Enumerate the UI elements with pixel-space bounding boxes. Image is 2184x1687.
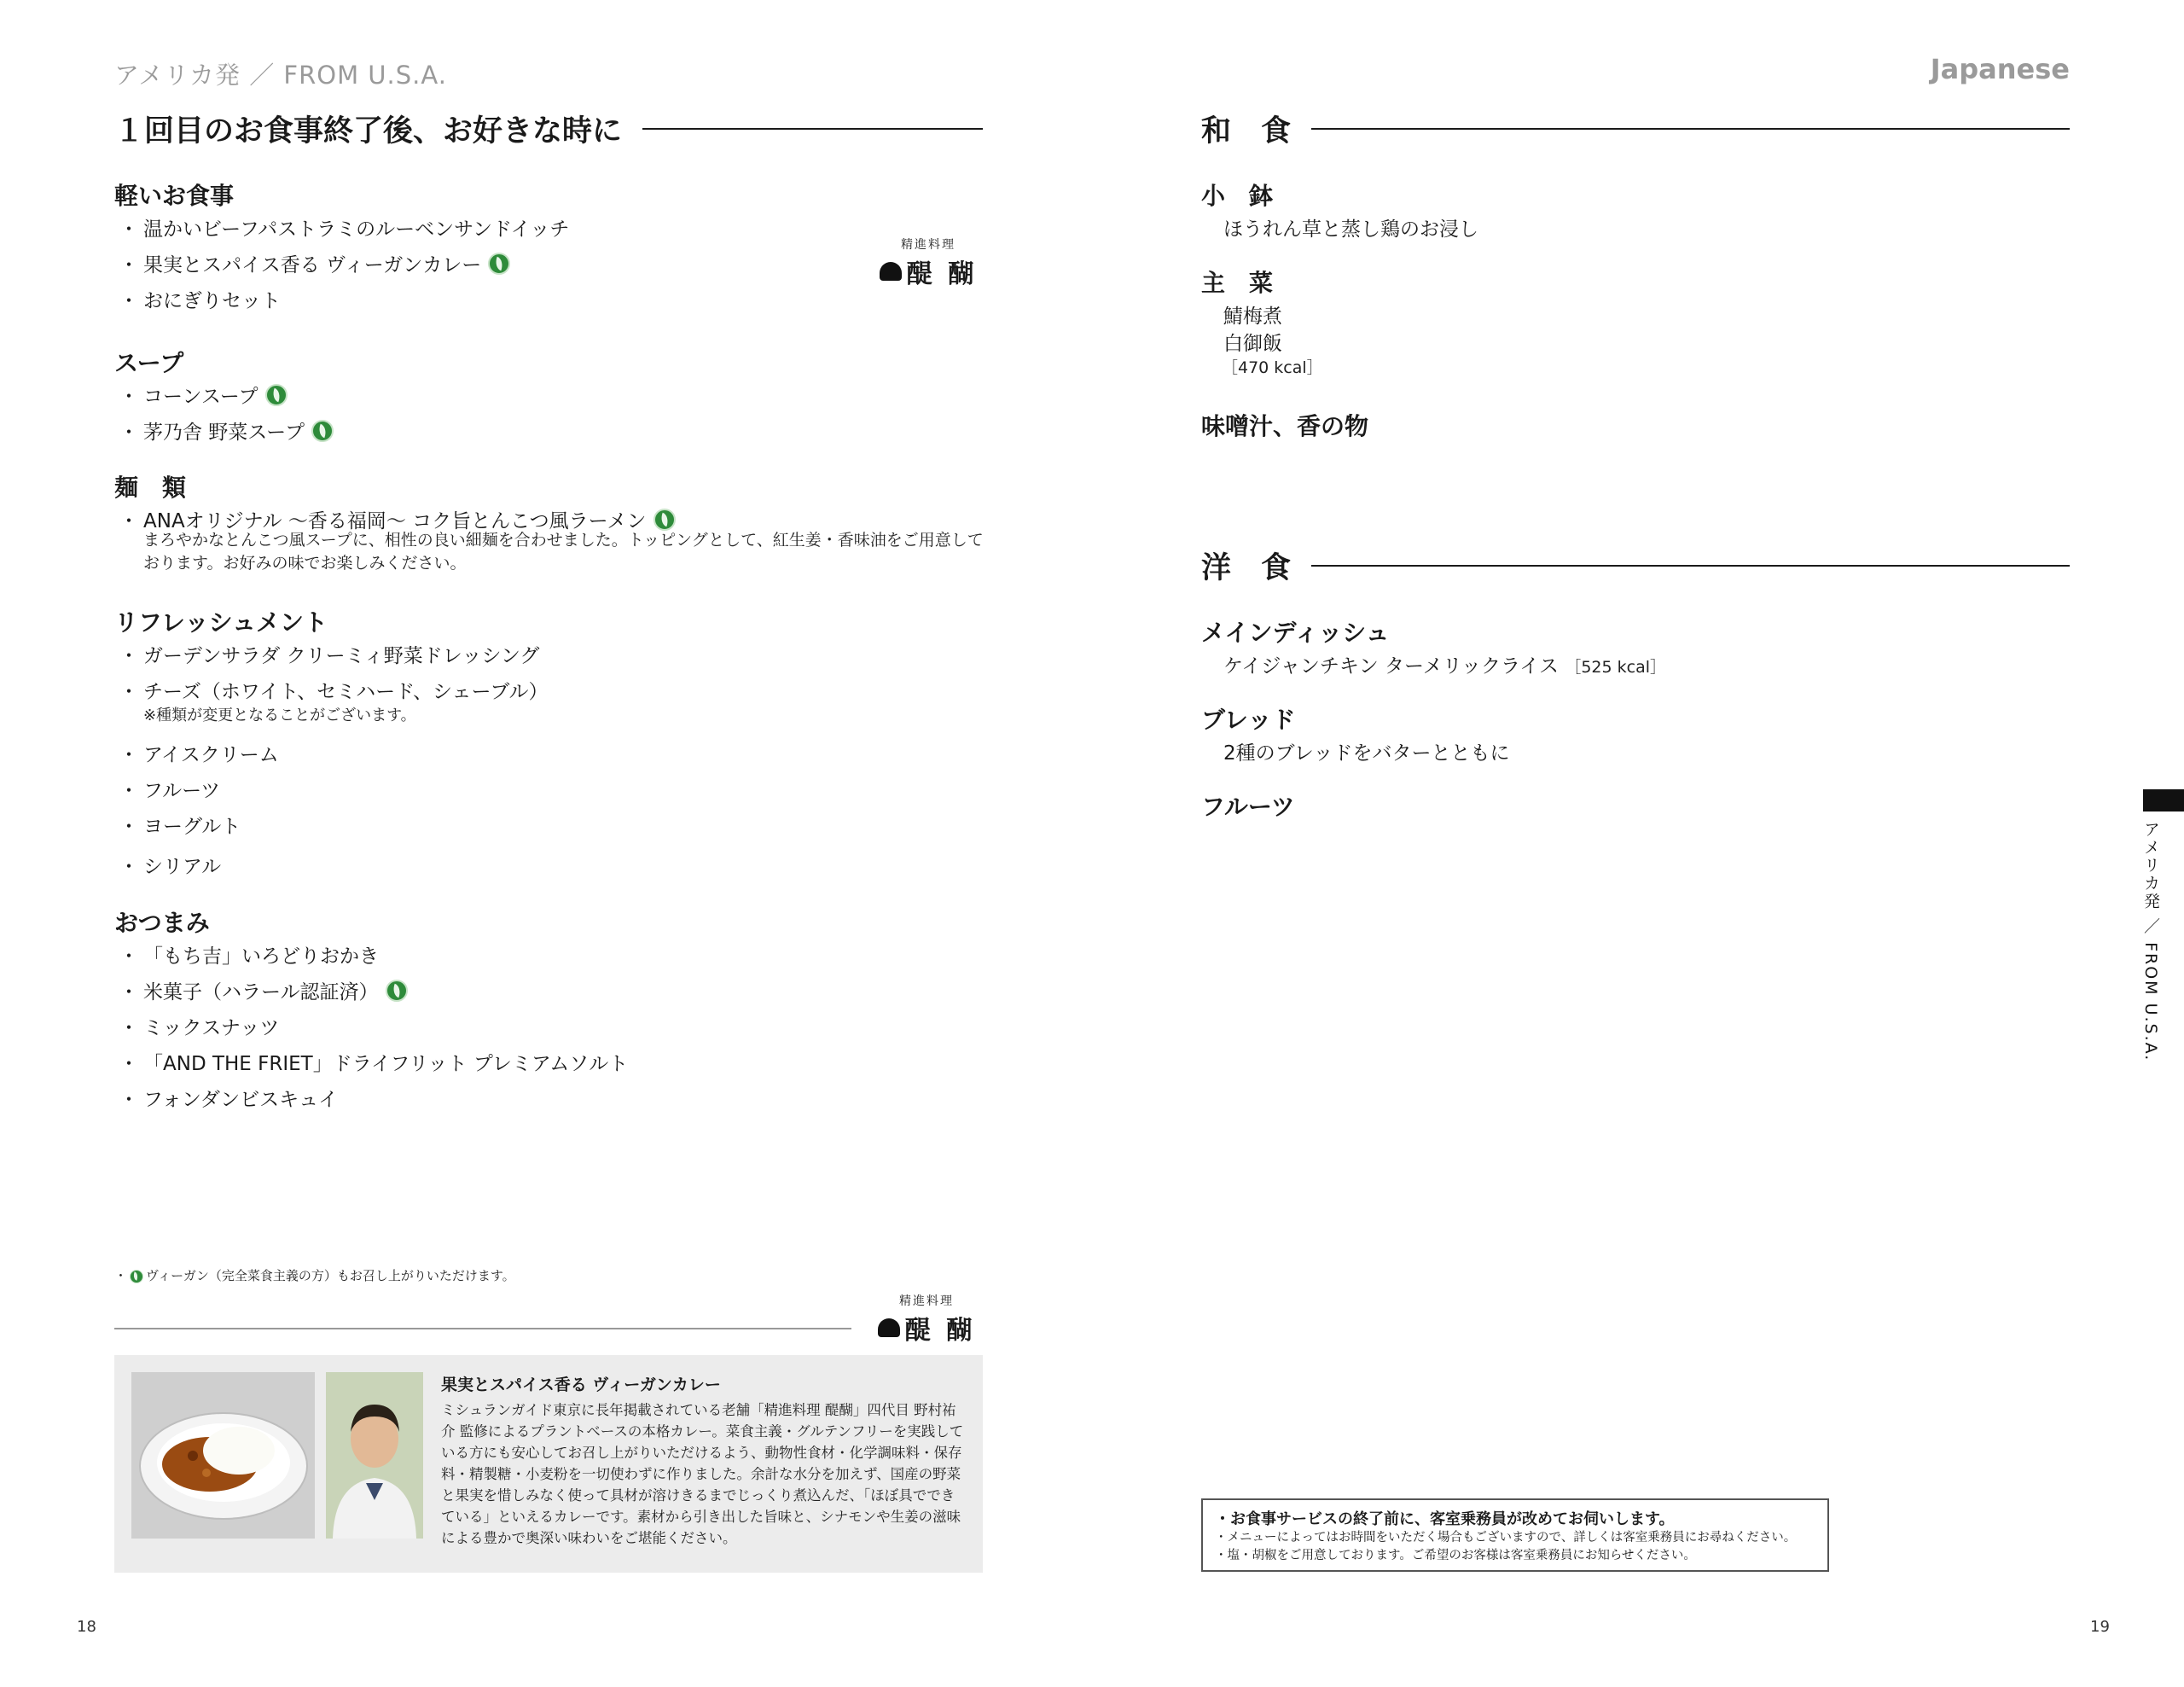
bullet: ・ [119,681,139,703]
list-item: ・ 「AND THE FRIET」ドライフリット プレミアムソルト [114,1048,628,1076]
category-bread: ブレッド [1201,706,1296,734]
feature-divider [114,1328,851,1329]
info-line: ・メニューによってはお時間をいただく場合もございますので、詳しくは客室乗務員にお尋ねください。 [1215,1531,1797,1544]
washoku-title [1201,108,2070,150]
vegan-note: ・ ヴィーガン（完全菜食主義の方）もお召し上がりいただけます。 [114,1268,515,1283]
bullet: ・ [119,1053,139,1075]
bullet: ・ [119,780,139,802]
section-title-text: １回目のお食事終了後、お好きな時に [114,113,623,148]
shusai-kcal: ［470 kcal］ [1222,358,1323,377]
kobachi-item: ほうれん草と蒸し鶏のお浸し [1223,218,1478,241]
page-number-left: 18 [77,1618,96,1636]
category-snacks: おつまみ [114,909,210,937]
vegan-leaf-icon [653,509,676,531]
section-title-text: 洋 食 [1201,550,1292,585]
after-first-meal-title [114,108,983,150]
main-dish-kcal: ［525 kcal］ [1565,658,1667,677]
bullet: ・ [119,254,139,276]
section-title-text: 和 食 [1201,113,1292,148]
daigo-logo: 精進料理 醍 醐 [867,1292,986,1347]
bullet: ・ [119,1089,139,1111]
bullet: ・ [119,422,139,444]
vegan-leaf-icon [311,420,334,442]
category-noodles: 麺 類 [114,474,187,502]
list-item: ・ 「もち吉」いろどりおかき [114,940,379,969]
shusai-item: 鯖梅煮 [1223,305,1282,328]
list-item: ・ ガーデンサラダ クリーミィ野菜ドレッシング [114,640,539,668]
category-miso-pickles: 味噌汁、香の物 [1201,412,1369,440]
ramen-description: まろやかなとんこつ風スープに、相性の良い細麺を合わせました。トッピングとして、紅生姜・香味油をご用意しております。お好みの味でお楽しみください。 [143,531,984,573]
yoshoku-title [1201,544,2070,587]
list-item: ・ 温かいビーフパストラミのルーベンサンドイッチ [114,213,569,241]
list-item: ・ フルーツ [114,775,220,803]
crest-icon [880,262,902,281]
service-info-box [1201,1498,1829,1572]
bullet: ・ [119,856,139,878]
daigo-logo: 精進料理 醍 醐 [870,236,986,290]
bullet: ・ [119,645,139,667]
category-light-meal: 軽いお食事 [114,182,235,210]
chef-photo [326,1372,423,1539]
bullet: ・ [119,816,139,838]
list-item: ・ アイスクリーム [114,739,279,767]
shusai-item: 白御飯 [1223,333,1282,355]
title-rule [1311,565,2070,567]
side-tab-label: アメリカ発 ／ FROM U.S.A. [2141,821,2160,1062]
list-item: ・ チーズ（ホワイト、セミハード、シェーブル） [114,676,549,704]
list-item: ・ ヨーグルト [114,811,241,839]
vegan-leaf-icon [488,253,510,275]
bullet: ・ [119,510,139,532]
vegan-leaf-icon [265,384,288,406]
feature-title: 果実とスパイス香る ヴィーガンカレー [441,1376,721,1394]
route-header: アメリカ発 ／ FROM U.S.A. [114,61,447,90]
category-shusai: 主 菜 [1201,269,1274,297]
bullet: ・ [119,1017,139,1039]
category-main-dish: メインディッシュ [1201,619,1390,647]
main-dish-item: ケイジャンチキン ターメリックライス ［525 kcal］ [1223,655,1667,678]
title-rule [1311,128,2070,130]
curry-photo [131,1372,315,1539]
list-item: ・ 米菓子（ハラール認証済） [114,976,408,1004]
feature-description: ミシュランガイド東京に長年掲載されている老舗「精進料理 醍醐」四代目 野村祐介 監修によるプラントベースの本格カレー。菜食主義・グルテンフリーを実践している方にも安心してお召し上がりいただけるよう、動物性食材・化学調味料・保存料・精製糖・小麦粉を一切使わずに作りました。余計な水分を加えず、国産の野菜と果実を惜しみなく使って具材が溶けきるまでじっくり煮込んだ、「ほぼ具でできている」といえるカレーです。素材から引き出した旨味と、シナモンや生姜の滋味による豊かで奥深い味わいをご堪能ください。 [441,1402,964,1546]
cheese-note: ※種類が変更となることがございます。 [143,707,416,724]
bullet: ・ [119,744,139,766]
bread-item: 2種のブレッドをバターとともに [1223,742,1510,765]
title-rule [642,128,983,130]
info-headline: ・お食事サービスの終了前に、客室乗務員が改めてお伺いします。 [1215,1510,1675,1528]
list-item: ・ 果実とスパイス香る ヴィーガンカレー [114,249,510,277]
info-line: ・塩・胡椒をご用意しております。ご希望のお客様は客室乗務員にお知らせください。 [1215,1549,1696,1562]
bullet: ・ [119,290,139,312]
category-soup: スープ [114,349,184,377]
list-item: ・ 茅乃舎 野菜スープ [114,416,334,445]
crest-icon [878,1318,900,1337]
bullet: ・ [119,945,139,968]
page-number-right: 19 [2090,1618,2110,1636]
list-item: ・ ミックスナッツ [114,1012,279,1040]
bullet: ・ [119,218,139,241]
list-item: ・ フォンダンビスキュイ [114,1084,338,1112]
list-item: ・ おにぎりセット [114,285,281,313]
vegan-leaf-icon [130,1270,143,1283]
bullet: ・ [119,386,139,408]
list-item: ・ ANAオリジナル 〜香る福岡〜 コク旨とんこつ風ラーメン [114,505,676,533]
list-item: ・ シリアル [114,851,221,879]
category-refreshment: リフレッシュメント [114,608,328,637]
cuisine-header: Japanese [1930,53,2070,85]
bullet: ・ [119,981,139,1003]
list-item: ・ コーンスープ [114,381,288,409]
category-kobachi: 小 鉢 [1201,182,1274,210]
category-fruit: フルーツ [1201,793,1295,821]
vegan-leaf-icon [386,980,408,1002]
side-tab-marker [2143,789,2184,812]
